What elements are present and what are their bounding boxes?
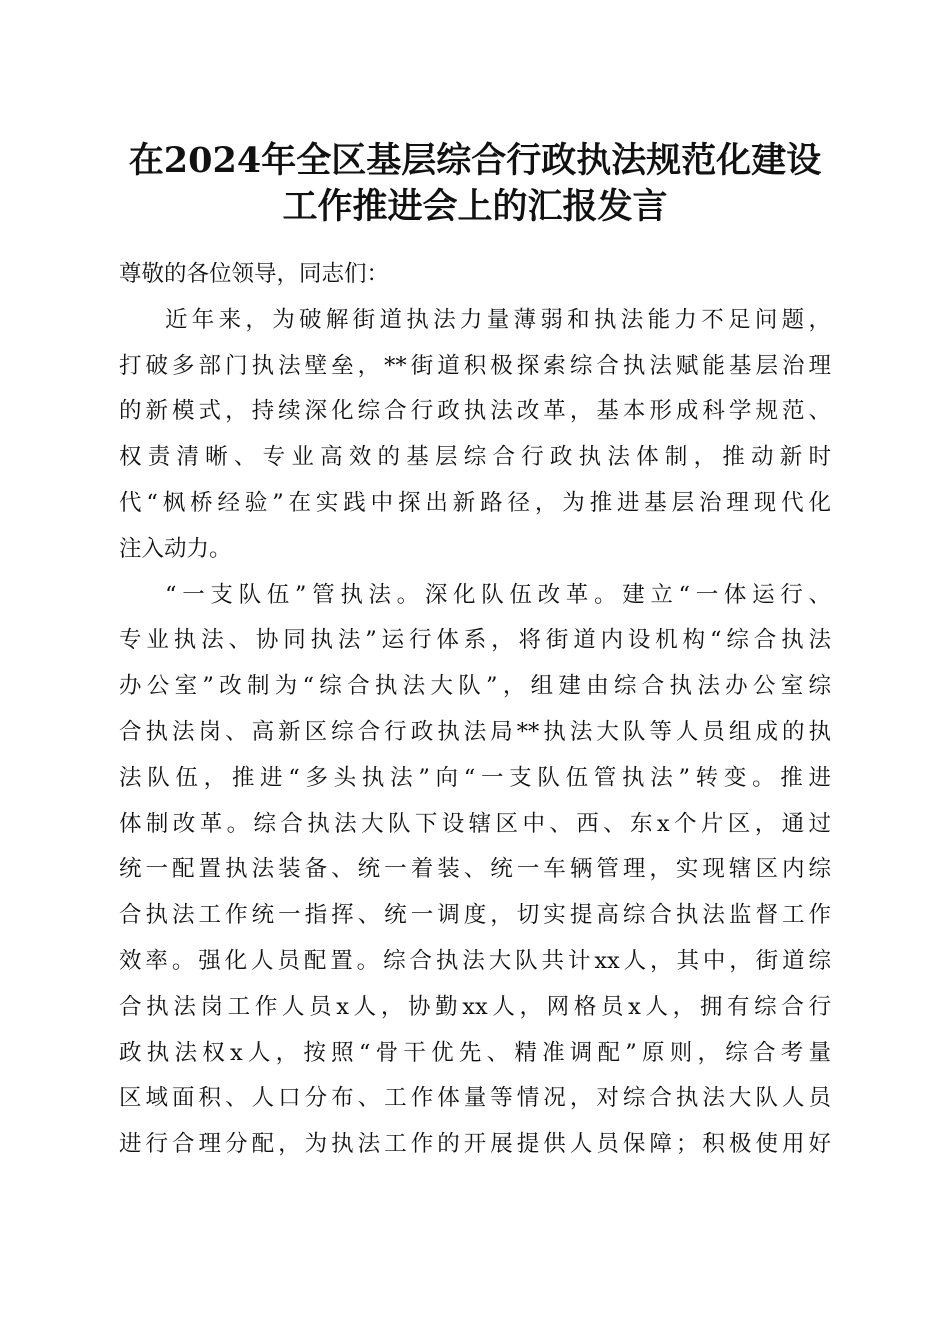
paragraph-line: 统一配置执法装备、统一着装、统一车辆管理，实现辖区内综 — [119, 856, 831, 883]
paragraph-line: 法队伍，推进“多头执法”向“一支队伍管执法”转变。推进 — [119, 764, 831, 791]
paragraph-line: 办公室”改制为“综合执法大队”，组建由综合执法办公室综 — [119, 673, 831, 700]
paragraph-line: 合执法岗工作人员x人，协勤xx人，网格员x人，拥有综合行 — [119, 993, 831, 1020]
paragraph-line: 合执法岗、高新区综合行政执法局**执法大队等人员组成的执 — [119, 718, 831, 745]
paragraph-line: 代“枫桥经验”在实践中探出新路径，为推进基层治理现代化 — [119, 489, 831, 516]
paragraph-1 — [119, 298, 831, 573]
paragraph-line: 的新模式，持续深化综合行政执法改革，基本形成科学规范、 — [119, 398, 831, 425]
paragraph-line: 效率。强化人员配置。综合执法大队共计xx人，其中，街道综 — [119, 947, 831, 974]
document-body — [119, 252, 831, 1168]
paragraph-line: 体制改革。综合执法大队下设辖区中、西、东x个片区，通过 — [119, 810, 831, 837]
paragraph-line: 注入动力。 — [119, 535, 232, 562]
paragraph-line: 近年来，为破解街道执法力量薄弱和执法能力不足问题， — [165, 306, 831, 333]
paragraph-line: “一支队伍”管执法。深化队伍改革。建立“一体运行、 — [165, 581, 831, 608]
paragraph-2 — [119, 573, 831, 1168]
paragraph-line: 打破多部门执法壁垒，**街道积极探索综合执法赋能基层治理 — [119, 352, 831, 379]
paragraph-line: 政执法权x人，按照“骨干优先、精准调配”原则，综合考量 — [119, 1039, 831, 1066]
paragraph-line: 权责清晰、专业高效的基层综合行政执法体制，推动新时 — [119, 444, 831, 471]
document-title-line-1: 在2024年全区基层综合行政执法规范化建设 — [128, 140, 822, 181]
document-title-line-2: 工作推进会上的汇报发言 — [282, 186, 668, 227]
paragraph-line: 进行合理分配，为执法工作的开展提供人员保障；积极使用好 — [119, 1131, 831, 1158]
salutation: 尊敬的各位领导，同志们： — [119, 261, 390, 287]
paragraph-line: 合执法工作统一指挥、统一调度，切实提高综合执法监督工作 — [119, 902, 831, 929]
paragraph-line: 区域面积、人口分布、工作体量等情况，对综合执法大队人员 — [119, 1085, 831, 1112]
paragraph-line: 专业执法、协同执法”运行体系，将街道内设机构“综合执法 — [119, 627, 831, 654]
